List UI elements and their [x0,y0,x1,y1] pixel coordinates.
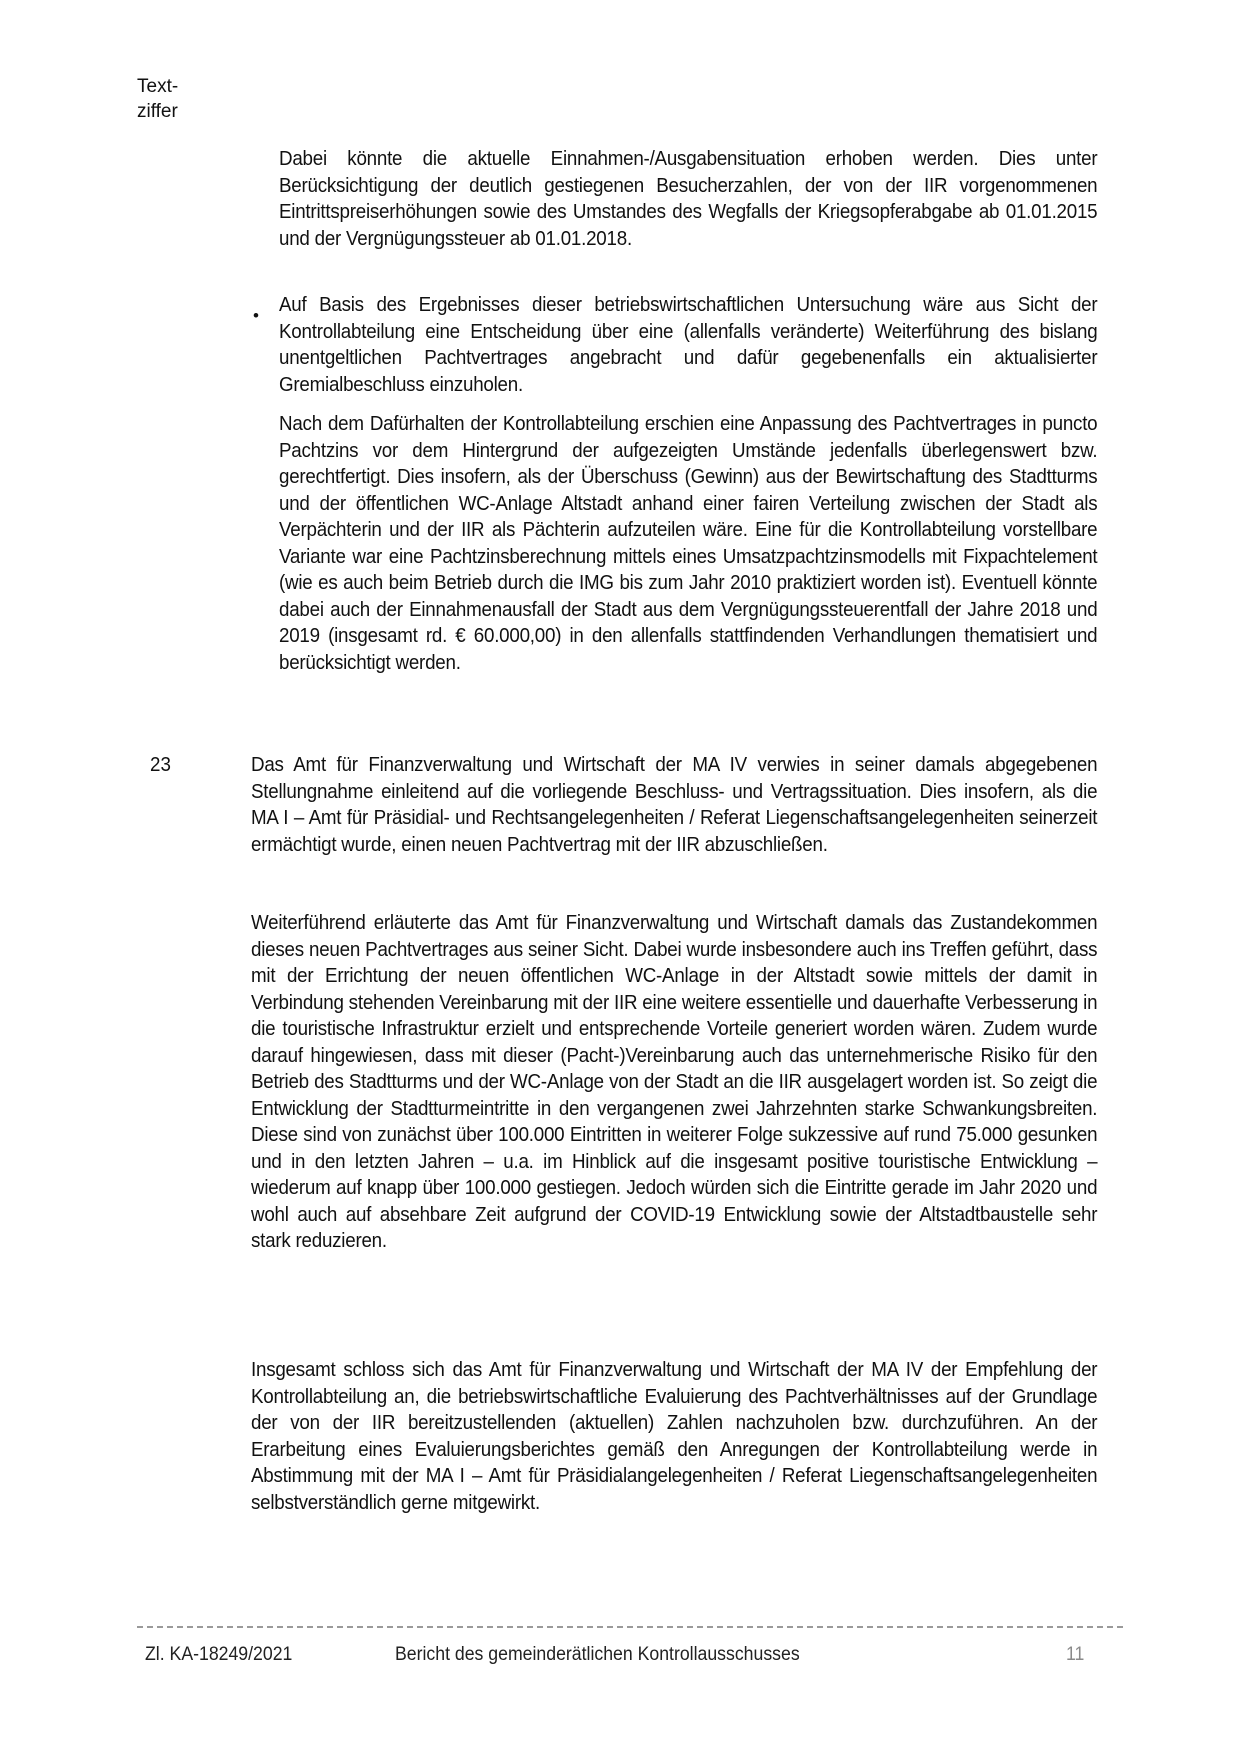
paragraph-finance-statement: Das Amt für Finanzverwaltung und Wirtschaft der MA IV verwies in seiner damals abgegebenen Stellungnahme einleitend auf die vorliegende Beschluss- und Vertragssituation. Dies insofern, als die MA I – Amt für Präsidial- und Rechtsangelegenheiten / Referat Liegenschaftsangelegenheiten seinerzeit ermächtigt wurde, einen neuen Pachtvertrag mit der IIR abzuschließen. [251,754,1098,856]
bullet-item-decision: Auf Basis des Ergebnisses dieser betriebswirtschaftlichen Untersuchung wäre aus Sicht der Kontrollabteilung eine Entscheidung über eine (allenfalls veränderte) Weiterführung des bislang unentgeltlichen Pachtvertrages angebracht und dafür gegebenenfalls ein aktualisierter Gremialbeschluss einzuholen. [279,294,1098,396]
paragraph-evaluation-data: Dabei könnte die aktuelle Einnahmen-/Ausgabensituation erhoben werden. Dies unter Berücksichtigung der deutlich gestiegenen Besucherzahlen, der von der IIR vorgenommenen Eintrittspreiserhöhungen sowie des Umstandes des Wegfalls der Kriegsopferabgabe ab 01.01.2015 und der Vergnügungssteuer ab 01.01.2018. [279,148,1098,250]
margin-label-line-1: Text- [137,76,179,97]
paragraph-lease-adjustment: Nach dem Dafürhalten der Kontrollabteilung erschien eine Anpassung des Pachtvertrages in puncto Pachtzins vor dem Hintergrund der aufgezeigten Umstände jedenfalls überlegenswert bzw. gerechtfertigt. Dies insofern, als der Überschuss (Gewinn) aus der Bewirtschaftung des Stadtturms und der öffentlichen WC-Anlage Altstadt anhand einer fairen Verteilung zwischen der Stadt als Verpächterin und der IIR als Pächterin aufzuteilen wäre. Eine für die Kontrollabteilung vorstellbare Variante war eine Pachtzinsberechnung mittels eines Umsatzpachtzinsmodells mit Fixpachtelement (wie es auch beim Betrieb durch die IMG bis zum Jahr 2010 praktiziert worden ist). Eventuell könnte dabei auch der Einnahmenausfall der Stadt aus dem Vergnügungssteuerentfall der Jahre 2018 und 2019 (insgesamt rd. € 60.000,00) in den allenfalls stattfindenden Verhandlungen thematisiert und berücksichtigt werden. [279,413,1098,674]
footer-reference: Zl. KA-18249/2021 [145,1644,293,1665]
paragraph-recommendation-agreement: Insgesamt schloss sich das Amt für Finanzverwaltung und Wirtschaft der MA IV der Empfehlung der Kontrollabteilung an, die betriebswirtschaftliche Evaluierung des Pachtverhältnisses auf der Grundlage der von der IIR bereitzustellenden (aktuellen) Zahlen nachzuholen bzw. durchzuführen. An der Erarbeitung eines Evaluierungsberichtes gemäß den Anregungen der Kontrollabteilung werde in Abstimmung mit der MA I – Amt für Präsidialangelegenheiten / Referat Liegenschaftsangelegenheiten selbstverständlich gerne mitgewirkt. [251,1359,1098,1514]
paragraph-contract-explanation: Weiterführend erläuterte das Amt für Finanzverwaltung und Wirtschaft damals das Zustandekommen dieses neuen Pachtvertrages aus seiner Sicht. Dabei wurde insbesondere auch ins Treffen geführt, dass mit der Errichtung der neuen öffentlichen WC-Anlage in der Altstadt sowie mittels der damit in Verbindung stehenden Vereinbarung mit der IIR eine weitere essentielle und dauerhafte Verbesserung in die touristische Infrastruktur erzielt und entsprechende Vorteile generiert worden wären. Zudem wurde darauf hingewiesen, dass mit dieser (Pacht-)Vereinbarung auch das unternehmerische Risiko für den Betrieb des Stadtturms und der WC-Anlage von der Stadt an die IIR ausgelagert worden ist. So zeigt die Entwicklung der Stadtturmeintritte in den vergangenen zwei Jahrzehnten starke Schwankungsbreiten. Diese sind von zunächst über 100.000 Eintritten in weiterer Folge sukzessive auf rund 75.000 gesunken und in den letzten Jahren – u.a. im Hinblick auf die insgesamt positive touristische Entwicklung – wiederum auf knapp über 100.000 gestiegen. Jedoch würden sich die Eintritte gerade im Jahr 2020 und wohl auch auf absehbare Zeit aufgrund der COVID-19 Entwicklung sowie der Altstadtbaustelle sehr stark reduzieren. [251,912,1098,1252]
footer-divider [137,1626,1123,1628]
bullet-icon: • [253,306,259,325]
section-number: 23 [150,754,171,776]
page-number: 11 [1066,1644,1085,1665]
footer-title: Bericht des gemeinderätlichen Kontrollausschusses [395,1644,800,1665]
margin-label-textziffer [137,74,178,124]
margin-label-line-2: ziffer [137,101,178,122]
